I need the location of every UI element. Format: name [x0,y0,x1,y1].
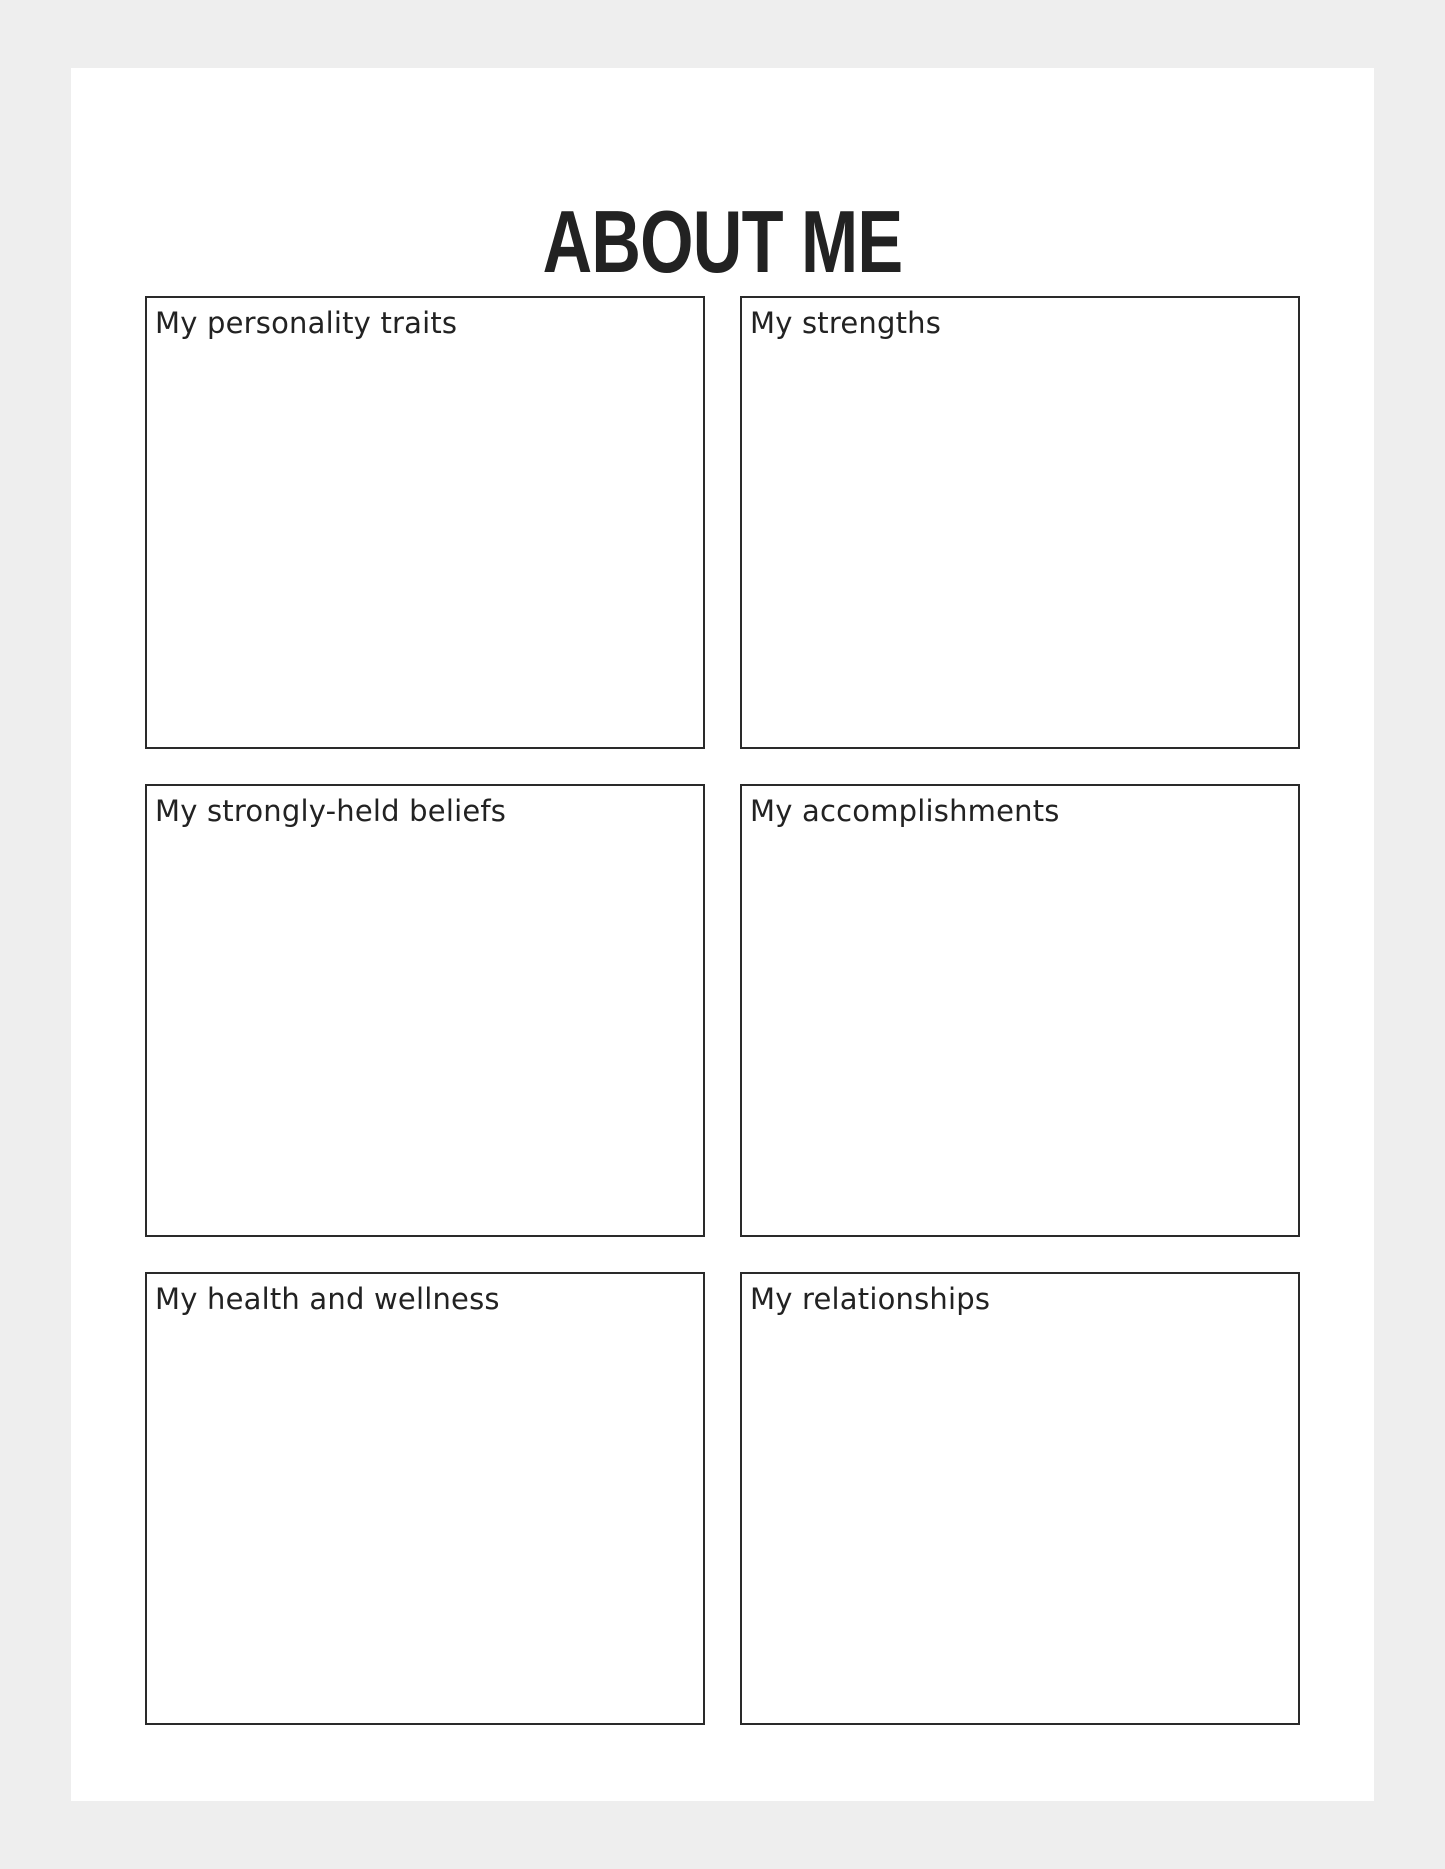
health-wellness-label: My health and wellness [155,1282,500,1316]
strengths-box[interactable] [740,296,1300,749]
accomplishments-box[interactable] [740,784,1300,1237]
relationships-label: My relationships [750,1282,991,1316]
accomplishments-label: My accomplishments [750,794,1060,828]
worksheet-page [71,68,1374,1801]
health-wellness-box[interactable] [145,1272,705,1725]
personality-traits-box[interactable] [145,296,705,749]
strengths-label: My strengths [750,306,942,340]
personality-traits-label: My personality traits [155,306,458,340]
beliefs-box[interactable] [145,784,705,1237]
page-title: ABOUT ME [542,192,903,291]
beliefs-label: My strongly-held beliefs [155,794,507,828]
relationships-box[interactable] [740,1272,1300,1725]
